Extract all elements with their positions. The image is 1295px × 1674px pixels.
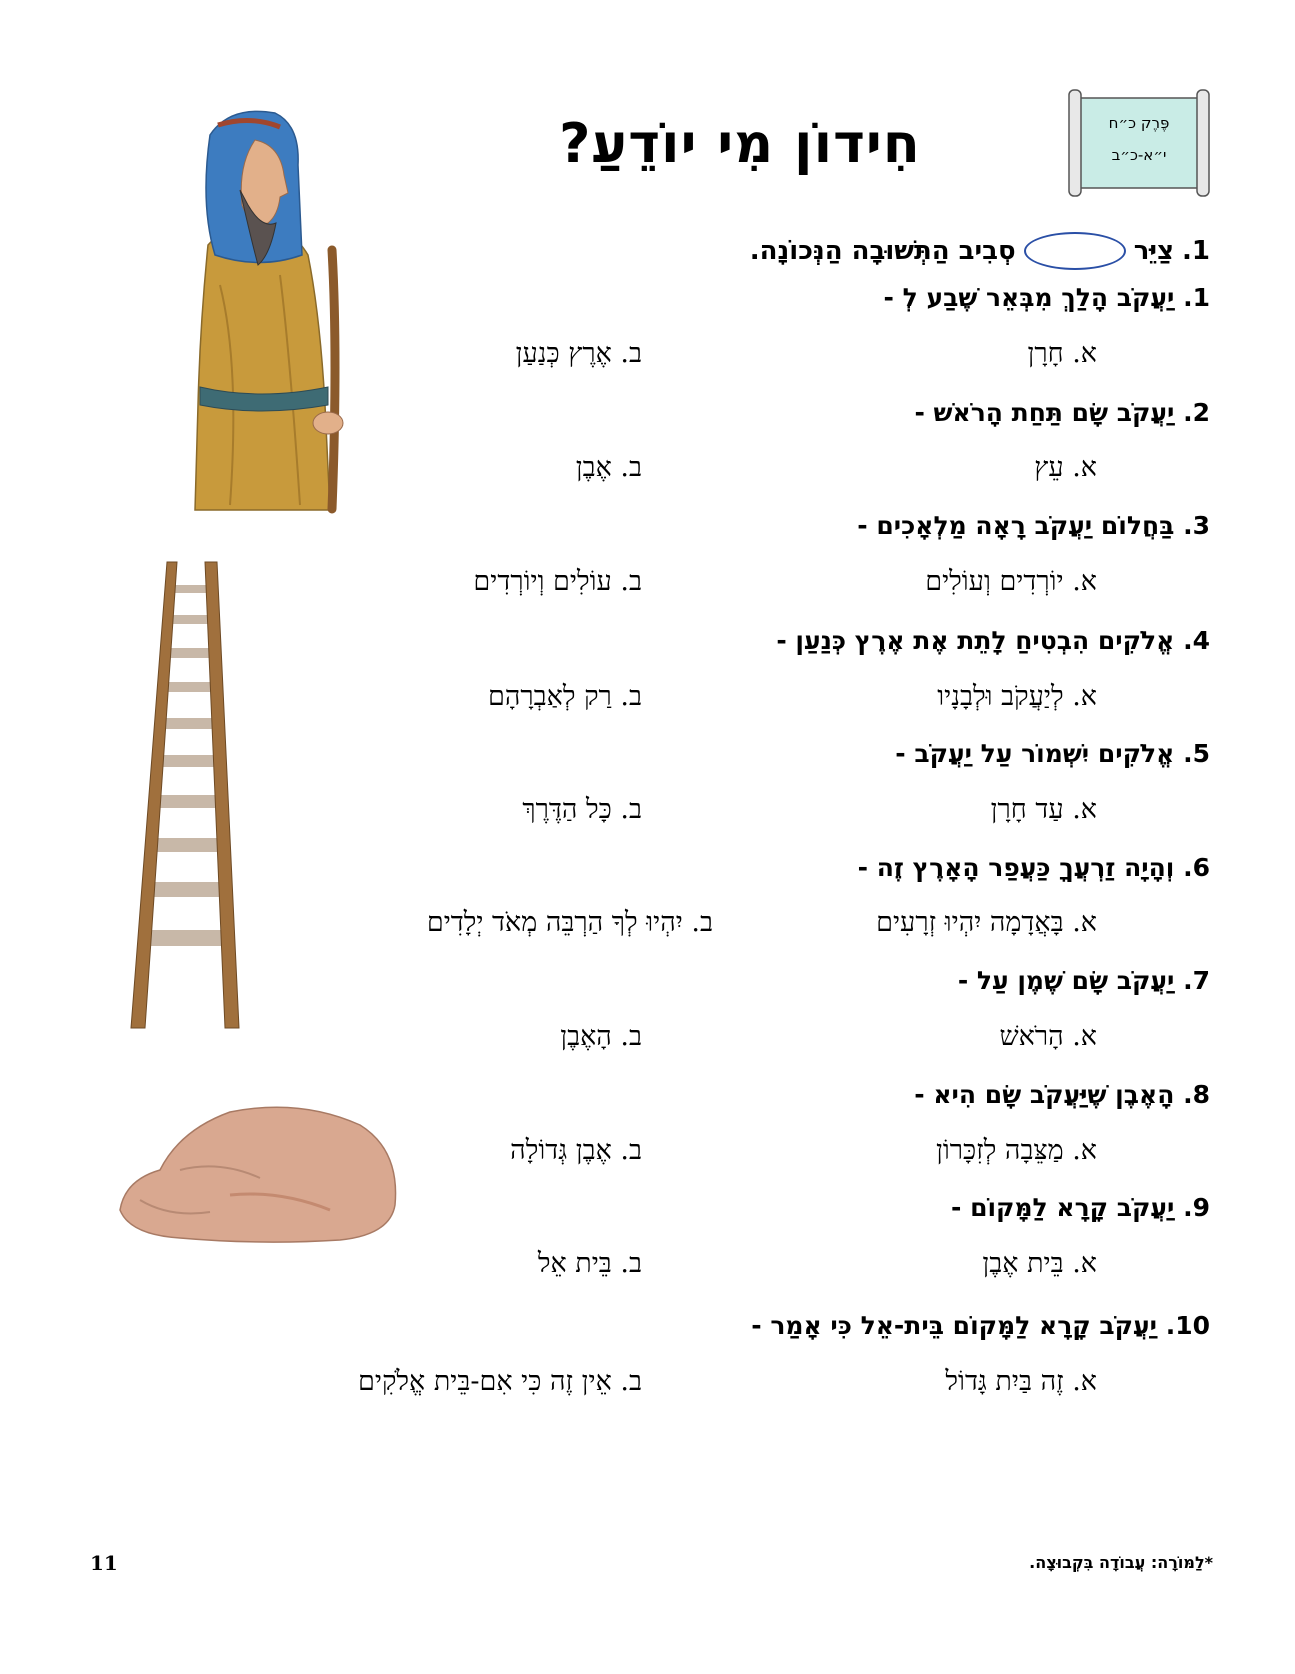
option-a[interactable]: א. בֵּית אֶבֶן [982,1248,1097,1279]
scroll-icon [1065,88,1213,198]
option-a[interactable]: א. עַד חָרָן [990,794,1097,825]
question-1 [884,283,1210,312]
option-b[interactable]: ב. עוֹלִים וְיוֹרְדִים [473,566,642,597]
question-number: 3. [1183,511,1210,540]
question-text: בַּחֲלוֹם יַעֲקֹב רָאָה מַלְאָכִים - [857,511,1175,540]
question-text: אֱלֹקִים יִשְׁמוֹר עַל יַעֲקֹב - [895,739,1175,768]
option-b[interactable]: ב. הָאֶבֶן [560,1021,642,1052]
jacob-illustration [180,105,360,515]
stone-illustration [110,1100,410,1250]
instruction-number: 1. [1182,236,1210,266]
verses-label: י״א-כ״ב [1111,146,1167,164]
option-a[interactable]: א. עֵץ [1034,452,1097,483]
question-text: אֱלֹקִים הִבְטִיחַ לָתֵת אֶת אֶרֶץ כְּנַעַן - [776,626,1175,655]
question-number: 9. [1183,1193,1210,1222]
question-number: 4. [1183,626,1210,655]
question-5 [895,739,1210,768]
chapter-scroll-badge [1065,88,1213,198]
question-number: 8. [1183,1080,1210,1109]
option-b[interactable]: ב. אֶבֶן גְּדוֹלָה [510,1135,642,1166]
option-a[interactable]: א. חָרָן [1027,338,1097,369]
option-b[interactable]: ב. רַק לְאַבְרָהָם [488,681,642,712]
option-b[interactable]: ב. אֶבֶן [575,452,642,483]
question-number: 5. [1183,739,1210,768]
question-text: יַעֲקֹב שָׂם שֶׁמֶן עַל - [957,966,1175,995]
question-text: וְהָיָה זַרְעֲךָ כַּעֲפַר הָאָרֶץ זֶה - [857,853,1175,882]
option-a[interactable]: א. הָרֹאשׁ [999,1021,1097,1052]
question-7 [958,966,1210,995]
oval-shape [1024,232,1126,270]
question-9 [951,1193,1210,1222]
option-b[interactable]: ב. בֵּית אֵל [537,1248,642,1279]
question-3 [857,511,1210,540]
question-text: יַעֲקֹב קָרָא לַמָּקוֹם בֵּית-אֵל כִּי אָמַר - [751,1311,1157,1340]
question-6 [858,853,1210,882]
question-10 [751,1311,1210,1340]
option-b[interactable]: ב. כָּל הַדֶּרֶךְ [522,794,642,825]
page-number: 11 [90,1551,118,1575]
question-number: 6. [1183,853,1210,882]
option-a[interactable]: א. זֶה בַּיִת גָּדוֹל [945,1366,1097,1397]
option-a[interactable]: א. בָּאֲדָמָה יִהְיוּ זְרָעִים [876,907,1097,938]
question-number: 10. [1165,1311,1210,1340]
question-text: יַעֲקֹב הָלַךְ מִבְּאֵר שֶׁבַע לְ - [883,283,1175,312]
instruction [750,232,1210,270]
question-8 [914,1080,1210,1109]
option-a[interactable]: א. לְיַעֲקֹב וּלְבָנָיו [937,681,1097,712]
question-number: 2. [1183,398,1210,427]
ladder-illustration [125,560,245,1030]
option-a[interactable]: א. מַצֵּבָה לְזִכָּרוֹן [935,1135,1097,1166]
question-text: יַעֲקֹב שָׂם תַּחַת הָרֹאשׁ - [914,398,1175,427]
option-b[interactable]: ב. יִהְיוּ לְךָ הַרְבֵּה מְאֹד יְלָדִים [426,907,713,938]
chapter-label: פֶּרֶק כ״ח [1108,114,1170,132]
instruction-verb: צַיֵּר [1133,236,1175,266]
question-text: יַעֲקֹב קָרָא לַמָּקוֹם - [950,1193,1175,1222]
teacher-note: *לַמּוֹרָה: עֲבוֹדָה בִּקְבוּצָה. [1029,1553,1213,1572]
question-2 [914,398,1210,427]
instruction-text: סְבִיב הַתְּשׁוּבָה הַנְּכוֹנָה. [749,236,1016,266]
question-number: 1. [1183,283,1210,312]
option-a[interactable]: א. יוֹרְדִים וְעוֹלִים [925,566,1097,597]
question-text: הָאֶבֶן שֶׁיַּעֲקֹב שָׂם הִיא - [914,1080,1175,1109]
page-title: חִידוֹן מִי יוֹדֵעַ? [559,112,921,175]
question-number: 7. [1183,966,1210,995]
option-b[interactable]: ב. אֶרֶץ כְּנַעַן [515,338,642,369]
question-4 [776,626,1210,655]
option-b[interactable]: ב. אֵין זֶה כִּי אִם-בֵּית אֱלֹקִים [358,1366,642,1397]
